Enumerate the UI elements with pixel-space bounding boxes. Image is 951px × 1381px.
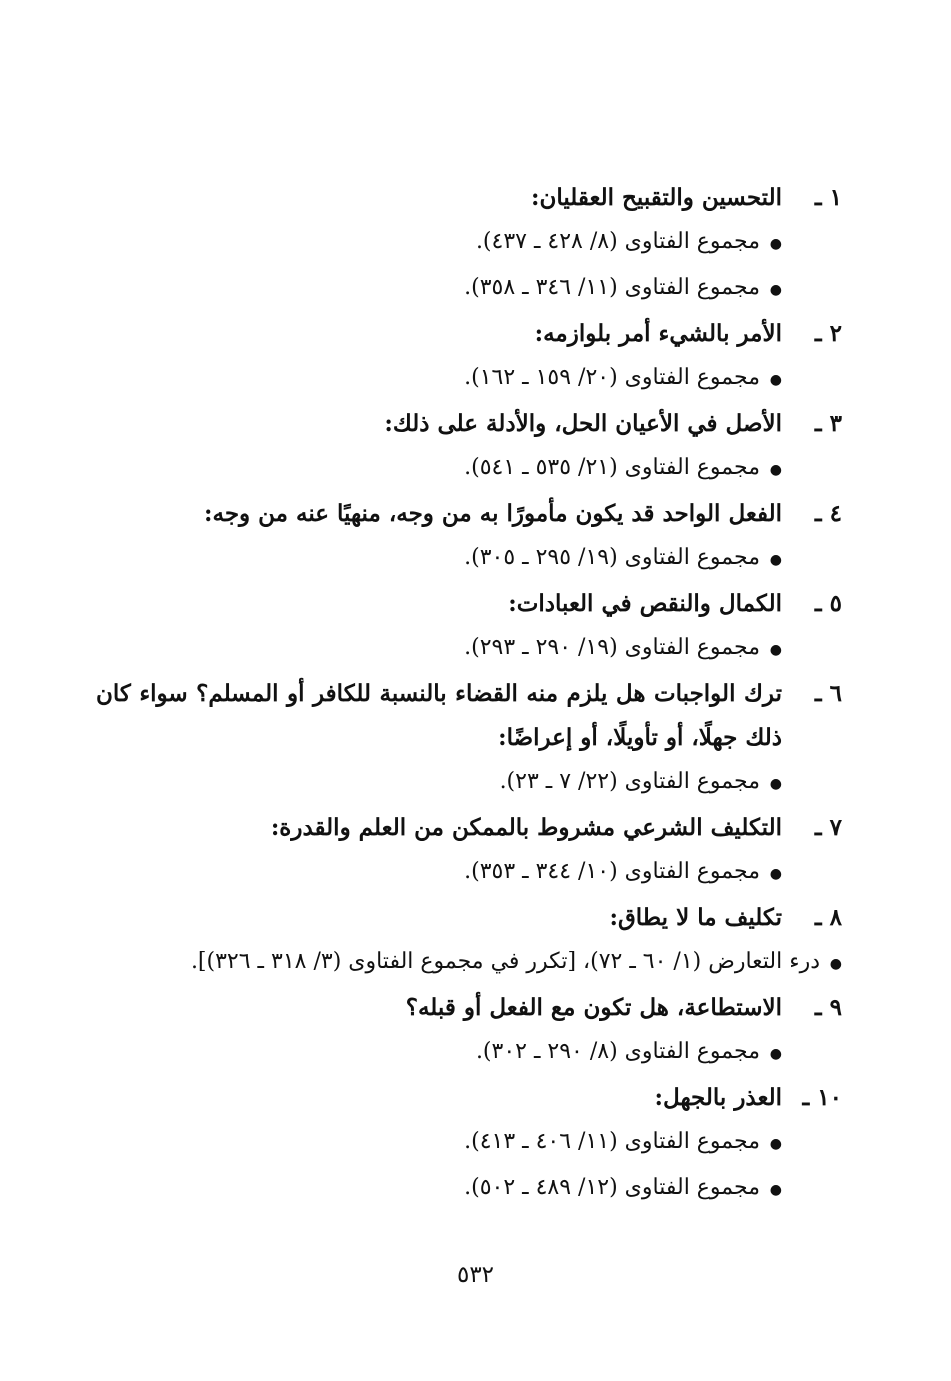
topic-number: ٧ ـ — [814, 814, 842, 841]
reference-item — [96, 266, 842, 312]
reference-list — [96, 446, 842, 492]
page-content — [96, 176, 842, 1212]
topic-title: الفعل الواحد قد يكون مأمورًا به من وجه، منهيًا عنه من وجه: — [204, 500, 782, 527]
topic-number: ٦ ـ — [814, 680, 842, 707]
topic-title: التحسين والتقبيح العقليان: — [530, 184, 782, 211]
bullet-icon: ● — [769, 1046, 782, 1062]
bullet-icon: ● — [769, 552, 782, 568]
bullet-icon: ● — [829, 956, 842, 972]
topic-heading — [96, 176, 842, 220]
topic-number: ٨ ـ — [814, 904, 842, 931]
reference-text: مجموع الفتاوى (١١/ ٣٤٦ ـ ٣٥٨). — [464, 275, 760, 300]
bullet-icon: ● — [769, 282, 782, 298]
topic-number: ٤ ـ — [814, 500, 842, 527]
reference-text: مجموع الفتاوى (١٢/ ٤٨٩ ـ ٥٠٢). — [464, 1175, 760, 1200]
reference-item — [96, 220, 842, 266]
reference-list — [96, 536, 842, 582]
topic-heading — [96, 806, 842, 850]
topic-heading — [96, 896, 842, 940]
reference-list — [96, 220, 842, 312]
reference-item — [96, 850, 842, 896]
topic-number: ١ ـ — [814, 184, 842, 211]
bullet-icon: ● — [769, 1136, 782, 1152]
reference-list — [96, 940, 842, 986]
topic-number: ١٠ ـ — [802, 1084, 842, 1111]
reference-item — [96, 1120, 842, 1166]
reference-item — [96, 1030, 842, 1076]
bullet-icon: ● — [769, 236, 782, 252]
topic-heading — [96, 1076, 842, 1120]
reference-text: مجموع الفتاوى (١٩/ ٢٩٠ ـ ٢٩٣). — [464, 635, 760, 660]
reference-item — [96, 760, 842, 806]
reference-item — [96, 356, 842, 402]
reference-text: مجموع الفتاوى (٢٢/ ٧ ـ ٢٣). — [499, 769, 760, 794]
topic-heading — [96, 582, 842, 626]
reference-list — [96, 850, 842, 896]
topic-title: التكليف الشرعي مشروط بالممكن من العلم والقدرة: — [270, 814, 782, 841]
page-number: ٥٣٢ — [456, 1262, 495, 1288]
topic-title: العذر بالجهل: — [654, 1084, 782, 1111]
topic-title: الأمر بالشيء أمر بلوازمه: — [534, 320, 782, 347]
bullet-icon: ● — [769, 462, 782, 478]
topic-heading — [96, 672, 842, 760]
reference-list — [96, 626, 842, 672]
bullet-icon: ● — [769, 866, 782, 882]
reference-list — [96, 356, 842, 402]
reference-item — [96, 626, 842, 672]
topic-number: ٢ ـ — [814, 320, 842, 347]
reference-list — [96, 760, 842, 806]
bullet-icon: ● — [769, 776, 782, 792]
bullet-icon: ● — [769, 372, 782, 388]
reference-text: درء التعارض (١/ ٦٠ ـ ٧٢)، [تكرر في مجموع الفتاوى (٣/ ٣١٨ ـ ٣٢٦)]. — [190, 949, 820, 974]
topic-heading — [96, 986, 842, 1030]
bullet-icon: ● — [769, 642, 782, 658]
reference-text: مجموع الفتاوى (٢٠/ ١٥٩ ـ ١٦٢). — [464, 365, 760, 390]
topic-heading — [96, 402, 842, 446]
topic-title: الأصل في الأعيان الحل، والأدلة على ذلك: — [384, 410, 782, 437]
topic-title: ترك الواجبات هل يلزم منه القضاء بالنسبة للكافر أو المسلم؟ سواء كان ذلك جهلًا، أو تأويلًا، أو إعراضًا: — [96, 680, 782, 751]
reference-item — [96, 940, 842, 986]
bullet-icon: ● — [769, 1182, 782, 1198]
reference-text: مجموع الفتاوى (٢١/ ٥٣٥ ـ ٥٤١). — [464, 455, 760, 480]
reference-list — [96, 1120, 842, 1212]
topic-title: تكليف ما لا يطاق: — [609, 904, 782, 931]
reference-item — [96, 446, 842, 492]
topic-number: ٣ ـ — [814, 410, 842, 437]
reference-item — [96, 1166, 842, 1212]
reference-text: مجموع الفتاوى (٨/ ٤٢٨ ـ ٤٣٧). — [475, 229, 760, 254]
reference-text: مجموع الفتاوى (١٩/ ٢٩٥ ـ ٣٠٥). — [464, 545, 760, 570]
reference-list — [96, 1030, 842, 1076]
topic-heading — [96, 492, 842, 536]
topic-number: ٩ ـ — [814, 994, 842, 1021]
reference-item — [96, 536, 842, 582]
reference-text: مجموع الفتاوى (٨/ ٢٩٠ ـ ٣٠٢). — [475, 1039, 760, 1064]
topic-number: ٥ ـ — [814, 590, 842, 617]
reference-text: مجموع الفتاوى (١١/ ٤٠٦ ـ ٤١٣). — [464, 1129, 760, 1154]
topic-title: الاستطاعة، هل تكون مع الفعل أو قبله؟ — [405, 994, 782, 1021]
reference-text: مجموع الفتاوى (١٠/ ٣٤٤ ـ ٣٥٣). — [464, 859, 760, 884]
topic-title: الكمال والنقص في العبادات: — [508, 590, 782, 617]
topic-heading — [96, 312, 842, 356]
